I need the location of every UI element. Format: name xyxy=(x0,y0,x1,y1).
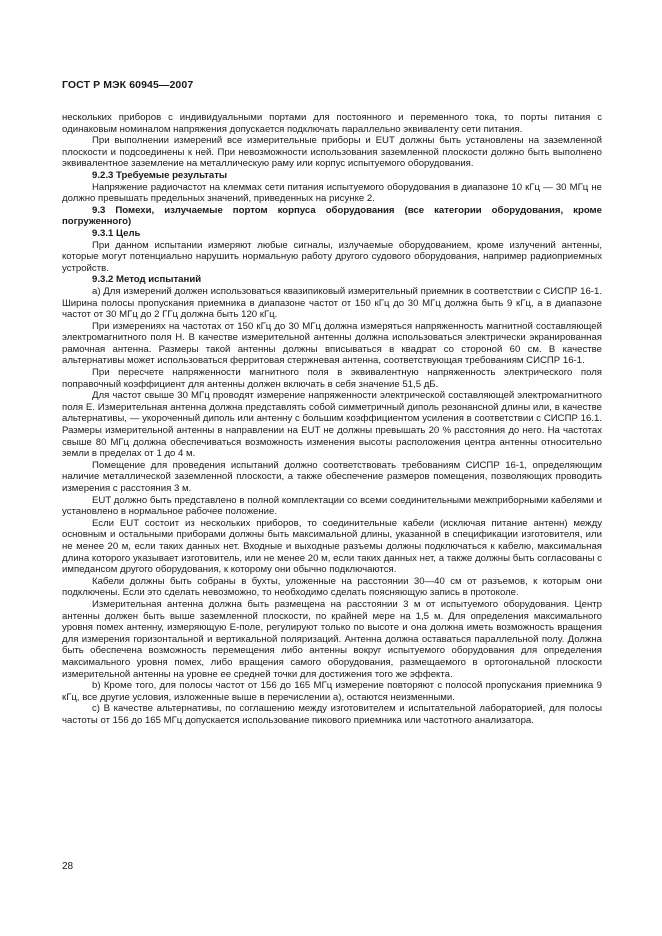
paragraph: Если EUT состоит из нескольких приборов, то соединительные кабели (исключая питание антенн) между основным и остальными приборами должны быть максимальной длины, указанной в спецификации изготовителя, или не менее 20 м, если таких данных нет. Входные и выходные разъемы должны подключаться к кабелю, максимальная длина которого указывает изготовитель, или не менее 20 м, если таких данных нет, а также должны быть согласованы с импедансом другого оборудования, к которому они обычно подключаются. xyxy=(62,517,602,576)
paragraph: а) Для измерений должен использоваться квазипиковый измерительный приемник в соответствии с СИСПР 16-1. Ширина полосы пропускания приемника в диапазоне частот от 150 кГц до 30 МГц должна быть 9 кГц, а в диапазоне частот от 30 МГц до 2 ГГц должна быть 120 кГц. xyxy=(62,285,602,321)
paragraph: При пересчете напряженности магнитного поля в эквивалентную напряженность электрического поля поправочный коэффициент для антенны должен включать в себя значение 51,5 дБ. xyxy=(62,367,602,390)
paragraph: нескольких приборов с индивидуальными портами для постоянного и переменного тока, то порты питания с одинаковым номиналом напряжения допускается подключать параллельно эквиваленту сети питания. xyxy=(62,112,602,135)
paragraph: Напряжение радиочастот на клеммах сети питания испытуемого оборудования в диапазоне 10 кГц — 30 МГц не должно превышать предельных значений, приведенных на рисунке 2. xyxy=(62,181,602,205)
section-heading: 9.3.2 Метод испытаний xyxy=(92,274,202,286)
paragraph: c) В качестве альтернативы, по соглашению между изготовителем и испытательной лабораторией, для полосы частоты от 156 до 165 МГц допускается использование пикового приемника или частотного анализатора. xyxy=(62,703,602,726)
paragraph: Для частот свыше 30 МГц проводят измерение напряженности электрической составляющей электромагнитного поля E. Измерительная антенна должна представлять собой симметричный диполь резонансной длины или, в качестве альтернативы, — укороченный диполь или антенну с большим коэффициентом усиления в соответствии с СИСПР 16.1. Размеры измерительной антенны в направлении на EUT не должны превышать 20 % расстояния до него. На частотах свыше 80 МГц должна обеспечиваться возможность изменения высоты расположения центра антенны относительно земли в пределах от 1 до 4 м. xyxy=(62,390,602,460)
paragraph: При выполнении измерений все измерительные приборы и EUT должны быть установлены на заземленной плоскости и подсоединены к ней. При невозможности использования заземленной плоскости должно быть выполнено эквивалентное заземление на металлическую раму или корпус испытуемого оборудования. xyxy=(62,135,602,170)
section-heading: 9.3.1 Цель xyxy=(92,227,141,239)
paragraph: b) Кроме того, для полосы частот от 156 до 165 МГц измерение повторяют с полосой пропускания приемника 9 кГц, все другие условия, изложенные выше в перечислении а), остаются неизменными. xyxy=(62,680,602,703)
paragraph: При данном испытании измеряют любые сигналы, излучаемые оборудованием, кроме излучений антенны, которые могут потенциально нарушить нормальную работу другого судового оборудования, например радиоприемных устройств. xyxy=(62,239,602,274)
body-text xyxy=(62,112,602,726)
standard-header: ГОСТ Р МЭК 60945—2007 xyxy=(62,79,194,91)
paragraph: EUT должно быть представлено в полной комплектации со всеми соединительными межприборными кабелями и установлено в нормальное рабочее положение. xyxy=(62,494,602,518)
paragraph: Измерительная антенна должна быть размещена на расстоянии 3 м от испытуемого оборудования. Центр антенны должен быть выше заземленной плоскости, по крайней мере на 1,5 м. Для определения максимального уровня помех антенну, измеряющую E-поле, регулируют только по высоте и она должна иметь возможность вращения для измерения горизонтальной и вертикальной поляризаций. Антенна должна оставаться параллельной полу. Должна быть обеспечена возможность перемещения либо антенны вокруг испытуемого оборудования для определения максимального уровня помех, либо вращения самого оборудования, размещаемого в ортогональной плоскости измерительной антенны на уровне ее средней точки для достижения того же эффекта. xyxy=(62,598,602,680)
paragraph: Кабели должны быть собраны в бухты, уложенные на расстоянии 30—40 см от разъемов, к которым они подключены. Если это сделать невозможно, то необходимо сделать поясняющую запись в протоколе. xyxy=(62,575,602,599)
paragraph: При измерениях на частотах от 150 кГц до 30 МГц должна измеряться напряженность магнитной составляющей электромагнитного поля H. В качестве измерительной антенны должна использоваться электрически экранированная рамочная антенна. Размеры такой антенны должны вписываться в квадрат со стороной 60 см. В качестве альтернативы может использоваться ферритовая стержневая антенна, соответствующая требованиям СИСПР 16-1. xyxy=(62,320,602,367)
section-heading: 9.3 Помехи, излучаемые портом корпуса оборудования (все категории оборудования, кроме погруженного) xyxy=(62,204,602,228)
paragraph: Помещение для проведения испытаний должно соответствовать требованиям СИСПР 16-1, определяющим наличие металлической заземленной плоскости, а также обеспечение размеров помещения, позволяющих проводить измерения с расстояния 3 м. xyxy=(62,459,602,494)
page-number: 28 xyxy=(62,861,74,872)
section-heading: 9.2.3 Требуемые результаты xyxy=(92,169,228,181)
